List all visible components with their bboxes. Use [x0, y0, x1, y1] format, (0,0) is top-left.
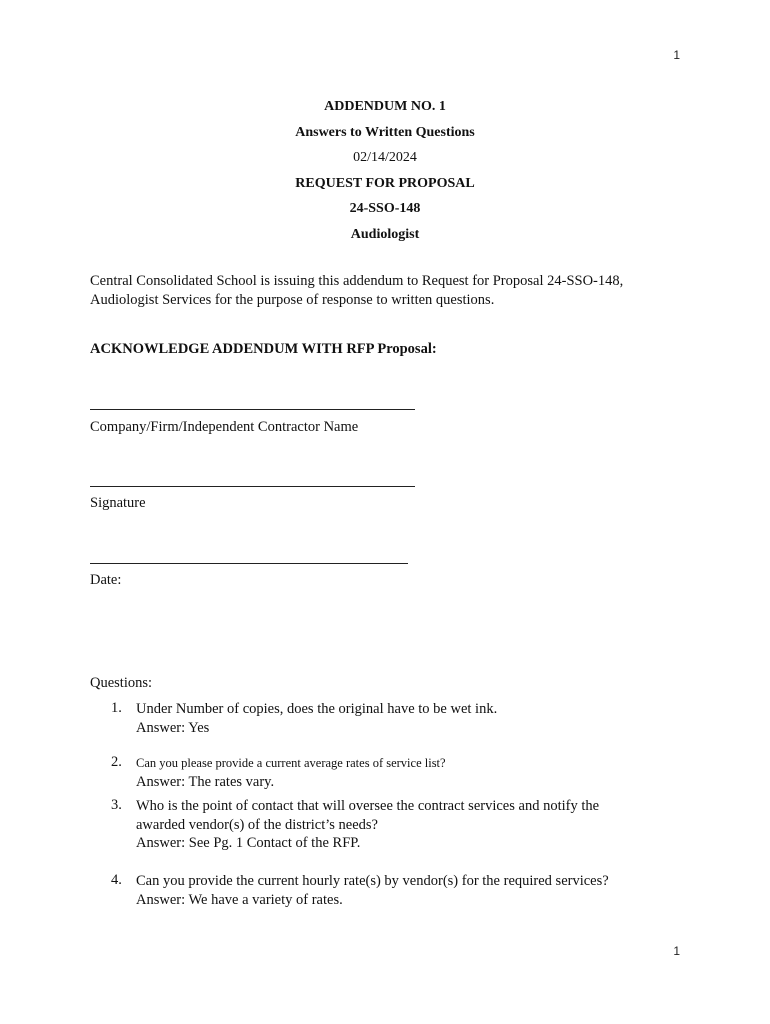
document-header — [0, 94, 770, 248]
rfp-heading: REQUEST FOR PROPOSAL — [295, 175, 475, 191]
question-text: Under Number of copies, does the original have to be wet ink. — [136, 701, 498, 717]
answer-text: Answer: See Pg. 1 Contact of the RFP. — [136, 835, 361, 851]
answer-text: Answer: We have a variety of rates. — [136, 891, 343, 908]
page-number-bottom: 1 — [673, 944, 680, 958]
question-number: 2. — [111, 754, 122, 770]
question-text: Can you provide the current hourly rate(s) by vendor(s) for the required services? — [136, 873, 609, 889]
intro-line-1: Central Consolidated School is issuing this addendum to Request for Proposal 24-SSO-148, — [90, 273, 624, 289]
signature-label: Signature — [90, 495, 146, 511]
rfp-subject: Audiologist — [350, 226, 420, 242]
question-text: Can you please provide a current average rates of service list? — [136, 756, 446, 770]
question-number: 1. — [111, 700, 122, 716]
signature-line[interactable] — [90, 486, 415, 487]
question-number: 3. — [111, 797, 122, 813]
addendum-title: ADDENDUM NO. 1 — [324, 99, 446, 114]
rfp-number: 24-SSO-148 — [349, 201, 421, 217]
date-line[interactable] — [90, 563, 408, 564]
acknowledge-heading: ACKNOWLEDGE ADDENDUM WITH RFP Proposal: — [90, 341, 437, 357]
question-text-line-1: Who is the point of contact that will oversee the contract services and notify the — [136, 798, 600, 814]
addendum-subtitle: Answers to Written Questions — [295, 124, 475, 140]
date-label: Date: — [90, 572, 122, 588]
question-item-2 — [90, 754, 655, 791]
answer-text: Answer: The rates vary. — [136, 773, 275, 790]
answer-text: Answer: Yes — [136, 719, 210, 736]
question-item-4 — [90, 872, 655, 909]
addendum-date: 02/14/2024 — [353, 150, 417, 166]
question-item-1 — [90, 700, 655, 737]
questions-heading: Questions: — [90, 675, 153, 691]
question-number: 4. — [111, 872, 122, 888]
question-text-line-2: awarded vendor(s) of the district’s needs? — [136, 816, 378, 833]
intro-line-2: Audiologist Services for the purpose of response to written questions. — [90, 292, 495, 308]
question-item-3 — [90, 797, 655, 853]
page-number-top: 1 — [673, 48, 680, 62]
company-name-line[interactable] — [90, 409, 415, 410]
company-name-label: Company/Firm/Independent Contractor Name — [90, 419, 359, 435]
intro-paragraph — [90, 272, 680, 310]
